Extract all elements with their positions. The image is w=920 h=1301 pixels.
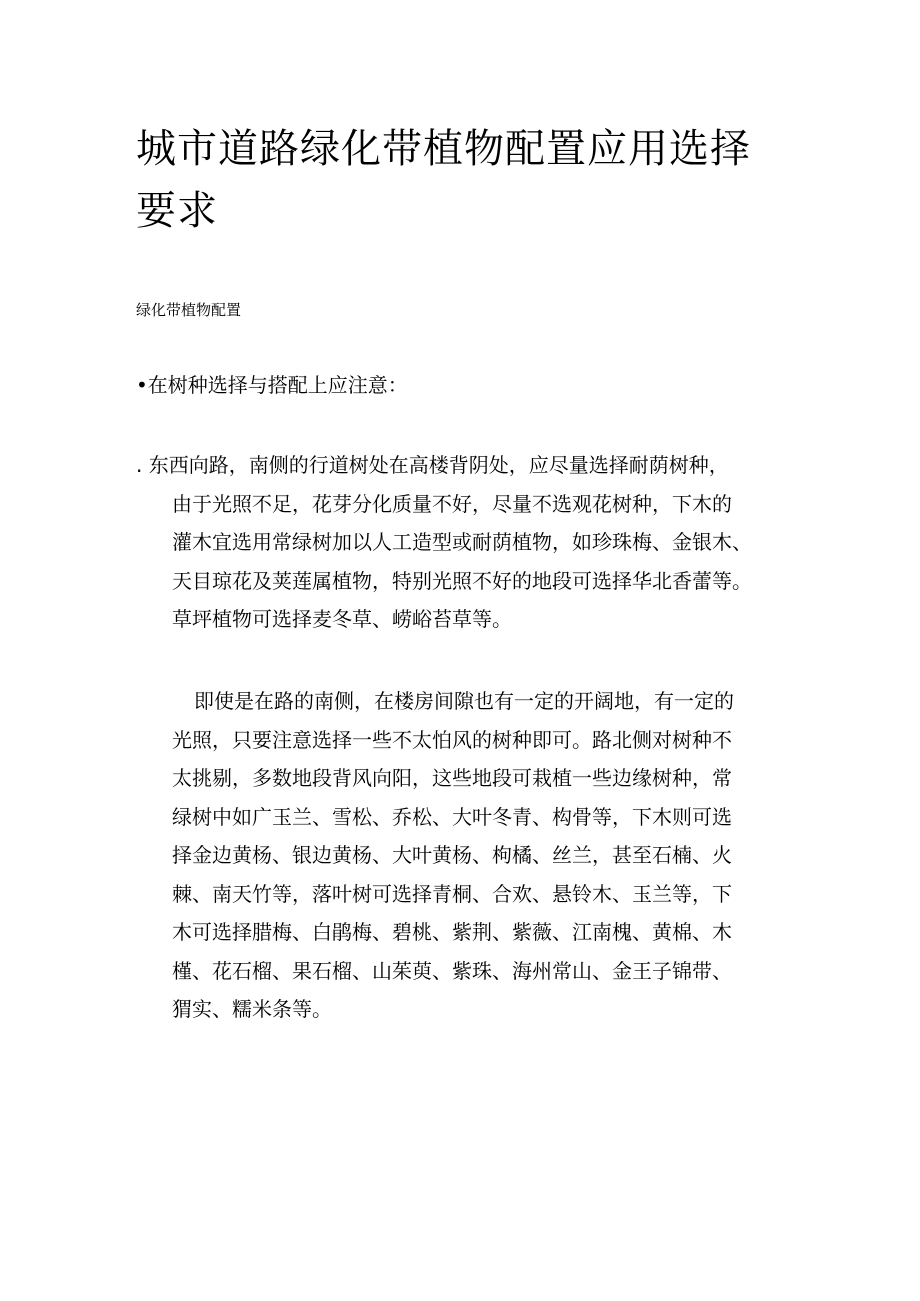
page-title — [136, 118, 796, 242]
bullet-note: •在树种选择与搭配上应注意： — [136, 373, 408, 397]
title-line-1: 城市道路绿化带植物配置应用选择 — [136, 126, 751, 172]
paragraph-2-line-1: 即使是在路的南侧，在楼房间隙也有一定的开阔地，有一定的 — [194, 689, 734, 713]
paragraph-2-line-3: 太挑剔，多数地段背风向阳，这些地段可栽植一些边缘树种，常 — [172, 766, 732, 790]
paragraph-1-line-1: . 东西向路，南侧的行道树处在高楼背阴处，应尽量选择耐荫树种， — [136, 453, 729, 477]
paragraph-1 — [136, 446, 800, 639]
paragraph-2-line-2: 光照，只要注意选择一些不太怕风的树种即可。路北侧对树种不 — [172, 727, 732, 752]
paragraph-2-line-4: 绿树中如广玉兰、雪松、乔松、大叶冬青、构骨等，下木则可选 — [172, 804, 732, 829]
paragraph-1-line-3: 灌木宜选用常绿树加以人工造型或耐荫植物，如珍珠梅、金银木、 — [172, 530, 752, 554]
paragraph-2-line-7: 木可选择腊梅、白鹃梅、碧桃、紫荆、紫薇、江南槐、黄棉、木 — [172, 920, 732, 944]
paragraph-2-line-9: 猬实、糯米条等。 — [172, 997, 332, 1021]
paragraph-2 — [172, 682, 792, 1029]
paragraph-1-line-2: 由于光照不足，花芽分化质量不好，尽量不选观花树种，下木的 — [172, 491, 732, 516]
section-subtitle: 绿化带植物配置 — [136, 301, 242, 319]
paragraph-2-line-5: 择金边黄杨、银边黄杨、大叶黄杨、枸橘、丝兰，甚至石楠、火 — [172, 843, 732, 867]
paragraph-1-line-5: 草坪植物可选择麦冬草、崂峪苔草等。 — [172, 607, 512, 631]
paragraph-2-line-6: 棘、南天竹等，落叶树可选择青桐、合欢、悬铃木、玉兰等，下 — [172, 881, 732, 906]
title-line-2: 要求 — [136, 188, 218, 234]
paragraph-2-line-8: 槿、花石榴、果石榴、山茱萸、紫珠、海州常山、金王子锦带、 — [172, 958, 732, 983]
paragraph-1-line-4: 天目琼花及荚莲属植物，特别光照不好的地段可选择华北香蕾等。 — [172, 568, 752, 593]
